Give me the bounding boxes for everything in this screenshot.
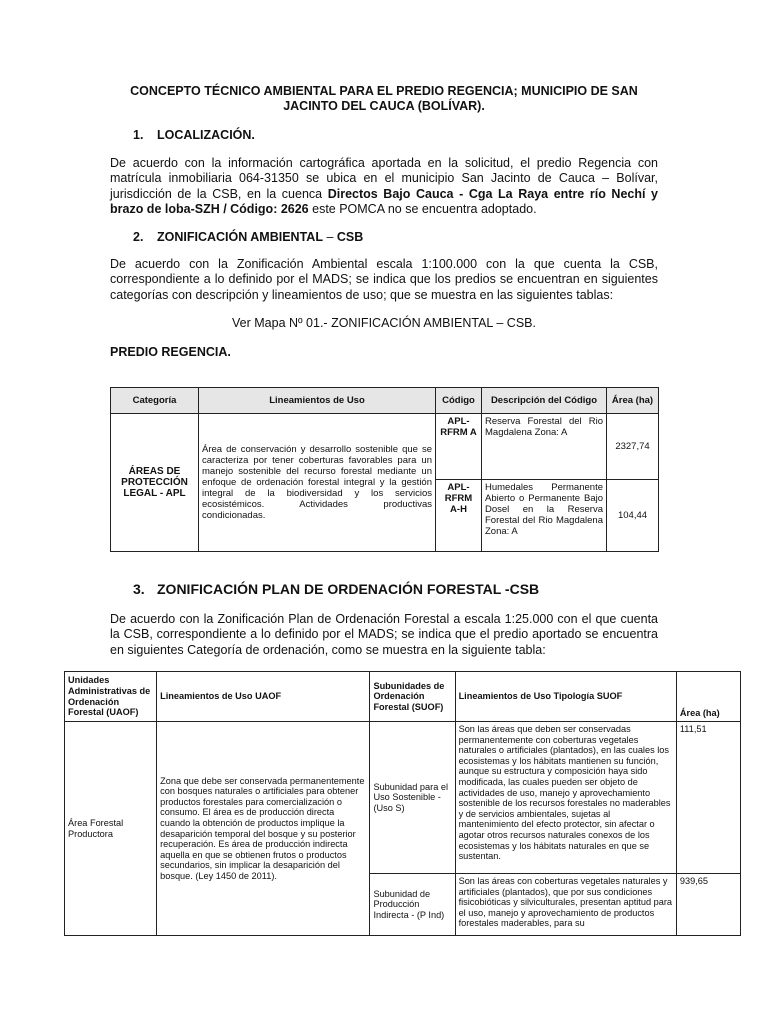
suof-cell: Subunidad de Producción Indirecta - (P Ind) xyxy=(370,874,455,936)
ordenacion-forestal-table xyxy=(64,671,741,936)
map-reference: Ver Mapa Nº 01.- ZONIFICACIÓN AMBIENTAL – CSB. xyxy=(232,316,536,330)
table-row xyxy=(65,722,741,874)
table-header-row xyxy=(111,388,659,414)
section-2-heading xyxy=(133,230,363,245)
uaof-lineamientos-cell: Zona que debe ser conservada permanentemente con bosques naturales o artificiales para obtener productos forestales para comercialización o consumo. El área es de producción directa cuando la obtención de productos implique la desaparición temporal del bosque y su posterior recuperación. Es área de producción indirecta aquella en que se obtienen frutos o productos secundarios, sin implicar la desaparición del bosque. (Ley 1450 de 2011). xyxy=(157,722,370,936)
description-cell: Humedales Permanente Abierto o Permanente Bajo Dosel en la Reserva Forestal del Rio Magdalena Zona: A xyxy=(482,480,607,552)
section-1-paragraph xyxy=(110,156,658,218)
code-cell: APL-RFRM A-H xyxy=(436,480,482,552)
area-cell: 104,44 xyxy=(607,480,659,552)
section-3-title: ZONIFICACIÓN PLAN DE ORDENACIÓN FORESTAL -CSB xyxy=(157,581,540,597)
suof-lineamientos-cell: Son las áreas con coberturas vegetales naturales y artificiales (plantados), que por sus condiciones fisicobióticas y silviculturales, presentan aptitud para el uso, manejo y aprovechamiento de productos forestales maderables, para su xyxy=(455,874,676,936)
header-lineamientos-suof: Lineamientos de Uso Tipología SUOF xyxy=(455,672,676,722)
table-header-row xyxy=(65,672,741,722)
header-descripcion: Descripción del Código xyxy=(482,388,607,414)
area-cell: 111,51 xyxy=(676,722,740,874)
section-1-title: LOCALIZACIÓN. xyxy=(157,128,255,142)
header-area: Área (ha) xyxy=(607,388,659,414)
suof-cell: Subunidad para el Uso Sostenible - (Uso S) xyxy=(370,722,455,874)
section-1-heading xyxy=(133,128,255,143)
section-1-text-a: De acuerdo con la información cartográfica aportada en la solicitud, el predio Regencia con matrícula inmobiliaria 064-31350 se ubica en el municipio San Jacinto de Cauca – Bolívar, jurisdicción de la CSB, en la cuenca xyxy=(110,156,658,201)
section-1-text-b: este POMCA no se encuentra adoptado. xyxy=(308,202,537,217)
section-3-number: 3. xyxy=(133,581,145,597)
header-area: Área (ha) xyxy=(676,672,740,722)
zonificacion-ambiental-table xyxy=(110,387,659,552)
area-cell: 939,65 xyxy=(676,874,740,936)
area-cell: 2327,74 xyxy=(607,414,659,480)
header-suof: Subunidades de Ordenación Forestal (SUOF) xyxy=(370,672,455,722)
header-categoria: Categoría xyxy=(111,388,199,414)
code-cell: APL-RFRM A xyxy=(436,414,482,480)
predio-label: PREDIO REGENCIA. xyxy=(110,345,231,359)
uaof-cell: Área Forestal Productora xyxy=(65,722,157,936)
header-lineamientos-uaof: Lineamientos de Uso UAOF xyxy=(157,672,370,722)
section-3-heading xyxy=(133,582,539,597)
document-title: CONCEPTO TÉCNICO AMBIENTAL PARA EL PREDIO REGENCIA; MUNICIPIO DE SAN JACINTO DEL CAUCA (BOLÍVAR). xyxy=(130,84,638,113)
header-uaof: Unidades Administrativas de Ordenación Forestal (UAOF) xyxy=(65,672,157,722)
section-2-paragraph: De acuerdo con la Zonificación Ambiental escala 1:100.000 con la que cuenta la CSB, correspondiente a lo definido por el MADS; se indica que los predios se encuentran en siguientes categorías con descripción y lineamientos de uso; que se muestra en las siguientes tablas: xyxy=(110,257,658,302)
section-1-number: 1. xyxy=(133,128,144,142)
table-row xyxy=(111,414,659,480)
section-2-number: 2. xyxy=(133,230,144,244)
lineamientos-cell: Área de conservación y desarrollo sostenible que se caracteriza por tener coberturas favorables para un manejo sostenible del recurso forestal mediante un enfoque de ordenación forestal integral y la gestión integral de la biodiversidad y los servicios ecosistémicos. Actividades productivas condicionadas. xyxy=(199,414,436,552)
description-cell: Reserva Forestal del Rio Magdalena Zona: A xyxy=(482,414,607,480)
section-2-title-sep: – xyxy=(322,230,337,244)
section-2-title-b: CSB xyxy=(336,230,364,244)
suof-lineamientos-cell: Son las áreas que deben ser conservadas permanentemente con coberturas vegetales naturales o artificiales (plantados), en las cuales los ecosistemas y los hábitats mantienen su función, aunque su estructura y composición haya sido modificada, las cuales pueden ser objeto de actividades de uso, manejo y aprovechamiento sostenible de los recursos forestales no maderables y de servicios ambientales, sujetas al mantenimiento del efecto protector, sin afectar o agotar otros recursos naturales conexos de los ecosistemas y los hábitats naturales en que se sustentan. xyxy=(455,722,676,874)
category-cell: ÁREAS DE PROTECCIÓN LEGAL - APL xyxy=(111,414,199,552)
section-2-title-a: ZONIFICACIÓN AMBIENTAL xyxy=(157,230,323,244)
header-codigo: Código xyxy=(436,388,482,414)
section-3-paragraph: De acuerdo con la Zonificación Plan de Ordenación Forestal a escala 1:25.000 con el que cuenta la CSB, correspondiente a lo definido por el MADS; se indica que el predio aportado se encuentra en siguientes Categoría de ordenación, como se muestra en la siguiente tabla: xyxy=(110,612,658,657)
section-1-text-bold: Directos Bajo Cauca - Cga La Raya entre río Nechí y brazo de loba-SZH / Código: 2626 xyxy=(110,186,658,217)
header-lineamientos: Lineamientos de Uso xyxy=(199,388,436,414)
